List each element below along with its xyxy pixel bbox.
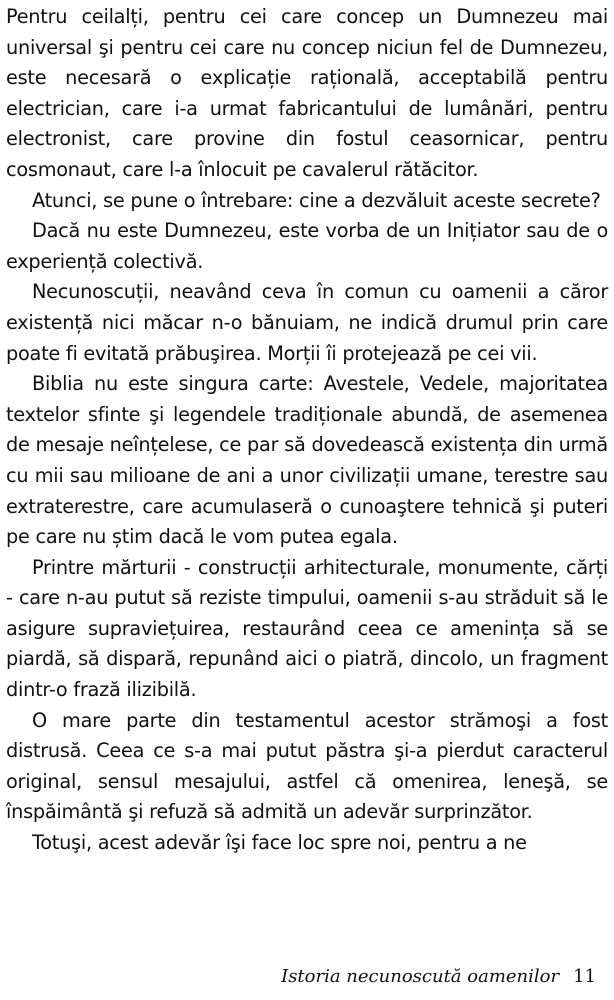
paragraph: Biblia nu este singura carte: Avestele, Vedele, majoritatea textelor sfinte şi legendele tradiționale abundă, de asemenea de mesaje neînțelese, ce par să dovedească existența din urmă cu mii sau milioane de ani a unor civilizații umane, terestre sau extraterestre, care acumulaseră o cunoaştere tehnică şi puteri pe care nu știm dacă le vom putea egala.	[6, 372, 608, 549]
paragraph: O mare parte din testamentul acestor strămoşi a fost distrusă. Ceea ce s-a mai putut păstra şi-a pierdut caracterul original, sensul mesajului, astfel că omenirea, leneşă, se înspăimântă şi refuză să admită un adevăr surprinzător.	[6, 708, 608, 824]
paragraph: Printre mărturii - construcții arhitecturale, monumente, cărți - care n-au putut să reziste timpului, oamenii s-au străduit să le asigure supraviețuirea, restaurând ceea ce amenința să se piardă, să dispară, repunând aici o piatră, dincolo, un fragment dintr-o frază ilizibilă.	[6, 555, 608, 702]
page-number: 11	[573, 966, 596, 987]
page-body	[6, 2, 608, 859]
paragraph: Necunoscuții, neavând ceva în comun cu oamenii a căror existență nici măcar n-o bănuiam, ne indică drumul prin care poate fi evitată prăbuşirea. Morții îi protejează pe cei vii.	[6, 280, 608, 365]
paragraph: Atunci, se pune o întrebare: cine a dezvăluit aceste secrete?	[32, 188, 601, 212]
paragraph: Totuşi, acest adevăr îşi face loc spre noi, pentru a ne	[32, 831, 527, 855]
paragraph: Pentru ceilalți, pentru cei care concep un Dumnezeu mai universal şi pentru cei care nu concep niciun fel de Dumnezeu, este necesară o explicație rațională, acceptabilă pentru electrician, care i-a urmat fabricantului de lumânări, pentru electronist, care provine din fostul ceasornicar, pentru cosmonaut, care l-a înlocuit pe cavalerul rătăcitor.	[6, 5, 608, 181]
paragraph: Dacă nu este Dumnezeu, este vorba de un Inițiator sau de o experiență colectivă.	[6, 219, 608, 273]
running-footer	[281, 966, 596, 987]
book-title: Istoria necunoscută oamenilor	[281, 966, 560, 987]
